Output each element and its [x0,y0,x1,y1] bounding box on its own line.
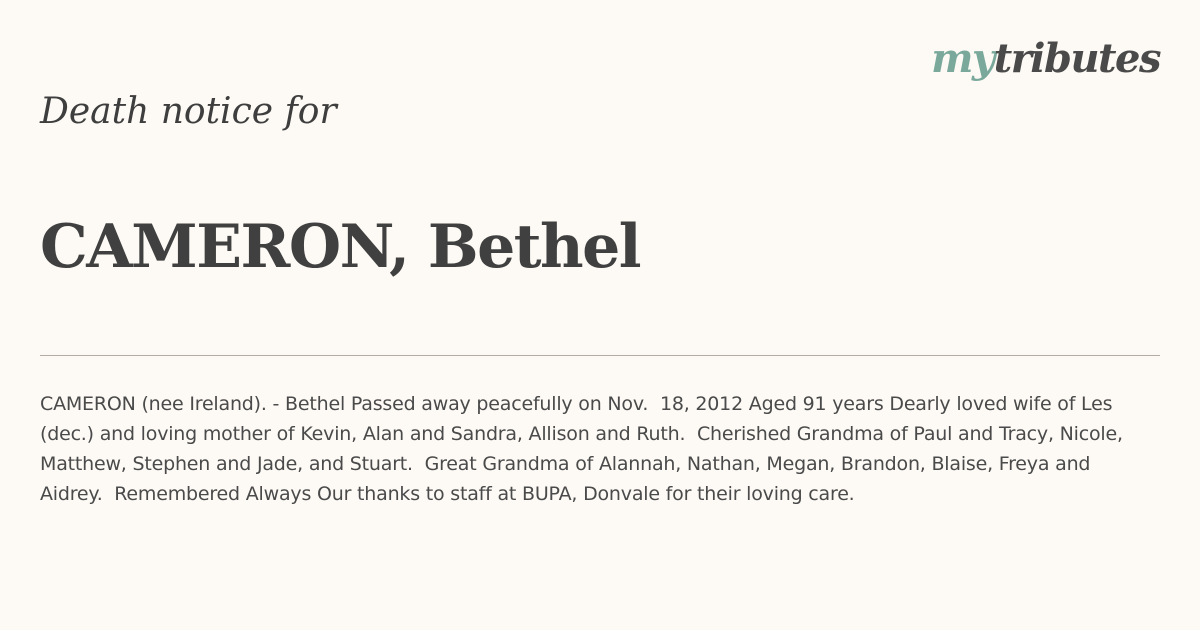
logo-tributes-text: tributes [993,35,1160,82]
notice-text: CAMERON (nee Ireland). - Bethel Passed away peacefully on Nov. 18, 2012 Aged 91 years Dearly loved wife of Les (dec.) and loving mother of Kevin, Alan and Sandra, Allison and Ruth. Cherished Grandma of Paul and Tracy, Nicole, Matthew, Stephen and Jade, and Stuart. Great Grandma of Alannah, Nathan, Megan, Brandon, Blaise, Freya and Aidrey. Remembered Always Our thanks to staff at BUPA, Donvale for their loving care. [40,393,1129,505]
notice-heading: Death notice for [40,91,337,132]
deceased-name: CAMERON, Bethel [40,212,641,282]
mytributes-logo [931,34,1160,84]
logo-my-text: my [931,35,994,82]
divider [40,355,1160,356]
